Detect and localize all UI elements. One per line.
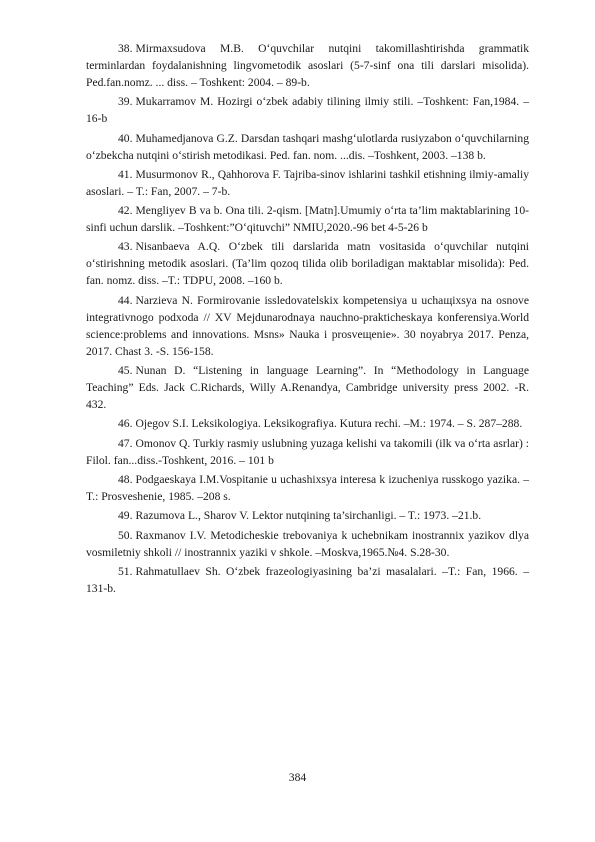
reference-number: 39. [118,95,133,109]
reference-item [86,527,529,561]
reference-item [86,563,529,597]
reference-number: 38. [118,42,133,55]
reference-number: 48. [118,472,133,486]
reference-text: Omonov Q. Turkiy rasmiy uslubning yuzaga kelishi va takomili (ilk va o‘rta asrlar) : Filol. fan...diss.-Toshkent, 2016. – 101 b [86,436,529,467]
reference-text: Mengliyev B va b. Ona tili. 2-qism. [Matn].Umumiy o‘rta ta’lim maktablarining 10- sinfi uchun darslik. –Toshkent:”O‘qituvchi” NMIU,2020.-96 bet 4-5-26 b [86,204,529,235]
reference-item [86,362,529,413]
reference-item [86,40,529,91]
reference-item [86,130,529,164]
reference-number: 40. [118,131,133,145]
reference-number: 45. [118,364,133,378]
reference-item [86,471,529,505]
reference-text: Muhamedjanova G.Z. Darsdan tashqari mashg‘ulotlarda rusiyzabon o‘quvchilarning o‘zbekcha nutqini o‘stirish metodikasi. Ped. fan. nom. ...dis. –Toshkent, 2003. –138 b. [86,131,529,162]
reference-number: 43. [118,240,133,254]
reference-item [86,93,529,127]
reference-text: Mirmaxsudova M.B. O‘quvchilar nutqini takomillashtirishda grammatik terminlardan foydalanishning lingvometodik asoslari (5-7-sinf ona tili darslari misolida). Ped.fan.nomz. ... diss. – Toshkent: 2004. – 89-b. [86,42,529,89]
page-number: 384 [288,771,307,784]
reference-number: 51. [118,564,133,578]
reference-item [86,435,529,469]
reference-text: Ojegov S.I. Leksikologiya. Leksikografiya. Kutura rechi. –M.: 1974. – S. 287–288. [135,417,523,431]
reference-text: Rahmatullaev Sh. O‘zbek frazeologiyasining ba’zi masalalari. –T.: Fan, 1966. – 131-b. [86,564,529,595]
reference-number: 49. [118,509,133,523]
reference-item [86,292,529,360]
reference-text: Narzieva N. Formirovanie issledovatelskix kompetensiya u uchaщixsya na osnove integrativnogo podxoda // XV Mejdunarodnaya nauchno-prakticheskaya konferensiya.World science:problems and innovations. Msns» Nauka i prosveщenie». 30 noyabrya 2017. Penza, 2017. Chast 3. -S. 156-158. [86,293,529,358]
reference-number: 47. [118,436,133,450]
reference-number: 44. [118,293,133,307]
reference-number: 50. [118,528,133,542]
reference-number: 46. [118,417,133,431]
reference-item [86,238,529,289]
reference-item [86,415,529,432]
reference-text: Nisanbaeva A.Q. O‘zbek tili darslarida matn vositasida o‘quvchilar nutqini o‘stirishning metodik asoslari. (Ta’lim qozoq tilida olib boriladigan maktablar misolida): Ped. fan. nomz. diss. –T.: TDPU, 2008. –160 b. [86,240,529,288]
reference-number: 41. [118,167,133,181]
reference-item [86,166,529,200]
reference-text: Musurmonov R., Qahhorova F. Tajriba-sinov ishlarini tashkil etishning ilmiy-amaliy asoslari. – T.: Fan, 2007. – 7-b. [86,167,529,198]
reference-text: Nunan D. “Listening in language Learning”. In “Methodology in Language Teaching” Eds. Jack C.Richards, Willy A.Renandya, Cambridge university press 2002. -R. 432. [86,364,529,412]
reference-item [86,507,529,524]
reference-list [86,40,529,599]
reference-text: Podgaeskaya I.M.Vospitanie u uchashixsya interesa k izucheniya russkogo yazika. –T.: Prosveshenie, 1985. –208 s. [86,472,529,503]
reference-text: Mukarramov M. Hozirgi o‘zbek adabiy tilining ilmiy stili. –Toshkent: Fan,1984. –16-b [86,95,529,126]
reference-text: Raxmanov I.V. Metodicheskie trebovaniya k uchebnikam inostrannix yazikov dlya vosmiletniy shkoli // inostrannix yaziki v shkole. –Moskva,1965.№4. S.28-30. [86,528,529,559]
reference-item [86,202,529,236]
reference-text: Razumova L., Sharov V. Lektor nutqining ta’sirchanligi. – T.: 1973. –21.b. [135,509,482,523]
reference-number: 42. [118,204,133,218]
